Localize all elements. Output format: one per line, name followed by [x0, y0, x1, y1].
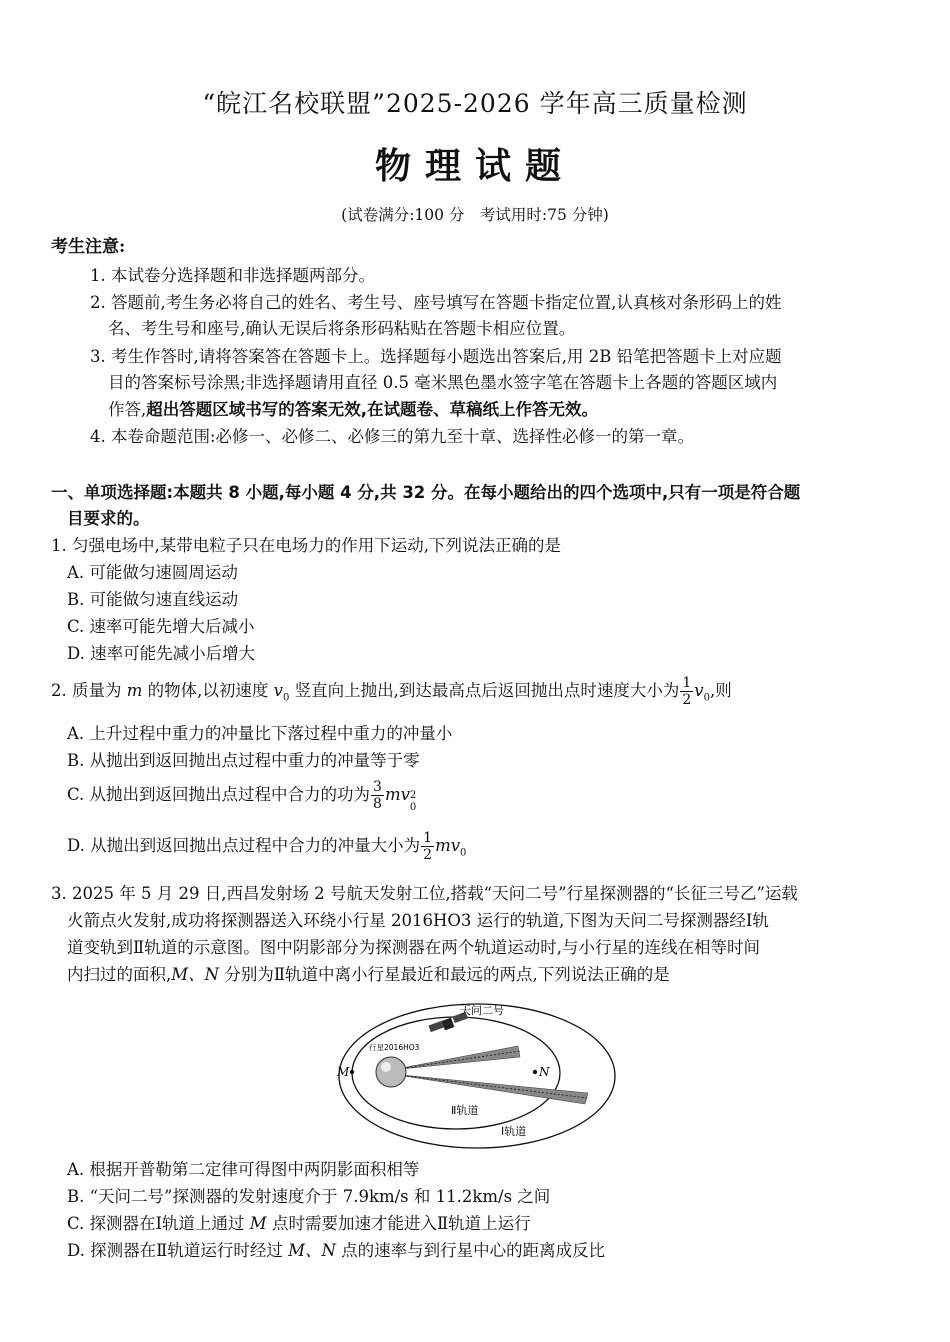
notice-line: 目的答案标号涂黑;非选择题请用直径 0.5 毫米黑色墨水签字笔在答题卡上各题的答题区域内 [108, 373, 778, 392]
label-m: M [337, 1065, 350, 1079]
q2-text: ,则 [709, 681, 732, 700]
fraction-half [680, 675, 693, 708]
frac-den: 2 [682, 692, 692, 708]
notice-line: 1. 本试卷分选择题和非选择题两部分。 [90, 266, 375, 285]
q2-option-d [67, 830, 466, 863]
q2c-expr: mv [384, 785, 410, 804]
question-3-line: 道变轨到Ⅱ轨道的示意图。图中阴影部分为探测器在两个轨道运动时,与小行星的连线在相等时间 [67, 938, 760, 957]
question-3-line: 3. 2025 年 5 月 29 日,西昌发射场 2 号航天发射工位,搭载“天问二号”行星探测器的“长征三号乙”运载 [51, 884, 798, 903]
q3c-text: 点时需要加速才能进入Ⅱ轨道上运行 [266, 1214, 531, 1233]
fraction-three-eighths [371, 779, 384, 812]
question-1-stem: 1. 匀强电场中,某带电粒子只在电场力的作用下运动,下列说法正确的是 [51, 536, 561, 555]
q2-text: 2. 质量为 [51, 681, 127, 700]
exam-header: “皖江名校联盟”2025-2026 学年高三质量检测 [202, 89, 748, 118]
q3-option-a: A. 根据开普勒第二定律可得图中两阴影面积相等 [67, 1160, 420, 1179]
q2-text: 的物体,以初速度 [142, 681, 274, 700]
section-heading: 一、单项选择题:本题共 8 小题,每小题 4 分,共 32 分。在每小题给出的四个选项中,只有一项是符合题 [51, 483, 801, 502]
section-heading-cont: 目要求的。 [67, 509, 150, 528]
q2-var-m: m [126, 681, 143, 700]
q2-option-a: A. 上升过程中重力的冲量比下落过程中重力的冲量小 [67, 724, 453, 743]
q2-option-b: B. 从抛出到返回抛出点过程中重力的冲量等于零 [67, 751, 420, 770]
q3-points: M、N [171, 965, 225, 984]
notice-line: 3. 考生作答时,请将答案答在答题卡上。选择题每小题选出答案后,用 2B 铅笔把答题卡上对应题 [90, 347, 782, 366]
fraction-half [421, 830, 434, 863]
frac-den: 2 [423, 847, 433, 863]
q3c-var: M [249, 1214, 267, 1233]
q2c-sub: 0 [409, 802, 417, 813]
q3d-text: D. 探测器在Ⅱ轨道运行时经过 [67, 1241, 289, 1260]
orbit-diagram [335, 1002, 620, 1150]
page-title: 物理试题 [374, 145, 575, 187]
q3-text: 分别为Ⅱ轨道中离小行星最近和最远的两点,下列说法正确的是 [224, 965, 670, 984]
q3d-text: 点的速率与到行星中心的距离成反比 [335, 1241, 606, 1260]
q1-option-c: C. 速率可能先增大后减小 [67, 617, 255, 636]
point-m [350, 1070, 354, 1074]
q2c-text: C. 从抛出到返回抛出点过程中合力的功为 [67, 785, 371, 804]
notice-line-part: 作答, [108, 400, 147, 419]
q2c-sup: 2 [409, 790, 417, 801]
question-2-stem [51, 675, 732, 708]
q3-option-d [67, 1237, 605, 1261]
q2d-text: D. 从抛出到返回抛出点过程中合力的冲量大小为 [67, 836, 421, 855]
q3c-text: C. 探测器在Ⅰ轨道上通过 [67, 1214, 250, 1233]
shaded-area-lower [391, 1074, 588, 1104]
q2-var-v: v [694, 681, 704, 700]
frac-num: 1 [682, 675, 692, 691]
q3-option-b: B. “天问二号”探测器的发射速度介于 7.9km/s 和 11.2km/s 之间 [67, 1187, 551, 1206]
orbit-2-label: Ⅱ轨道 [451, 1104, 479, 1117]
q2-option-c [67, 779, 418, 812]
q2-sub: 0 [703, 692, 710, 704]
q3-text: 内扫过的面积, [67, 965, 172, 984]
orbit-1-label: Ⅰ轨道 [501, 1125, 527, 1138]
asteroid-label: 行星2016HO3 [369, 1043, 420, 1052]
label-n: N [539, 1065, 550, 1079]
q3-option-c [67, 1210, 531, 1234]
q1-option-a: A. 可能做匀速圆周运动 [67, 563, 238, 582]
point-n [533, 1070, 537, 1074]
q1-option-d: D. 速率可能先减小后增大 [67, 644, 256, 663]
q2-sub: 0 [282, 692, 290, 704]
notice-heading: 考生注意: [51, 237, 126, 257]
asteroid-highlight [381, 1062, 391, 1072]
frac-num: 1 [423, 830, 433, 846]
probe-label: 天问二号 [460, 1004, 504, 1017]
q2d-expr: mv [435, 836, 461, 855]
notice-line: 名、考生号和座号,确认无误后将条形码粘贴在答题卡相应位置。 [108, 319, 576, 338]
q2-text: 竖直向上抛出,到达最高点后返回抛出点时速度大小为 [289, 681, 680, 700]
q1-option-b: B. 可能做匀速直线运动 [67, 590, 239, 609]
question-3-line: 火箭点火发射,成功将探测器送入环绕小行星 2016HO3 运行的轨道,下图为天问二号探测器经Ⅰ轨 [67, 911, 769, 930]
question-3-line [67, 961, 670, 985]
q2-var-v: v [273, 681, 283, 700]
frac-den: 8 [373, 796, 382, 812]
notice-line: 2. 答题前,考生务必将自己的姓名、考生号、座号填写在答题卡指定位置,认真核对条形码上的姓 [90, 293, 782, 312]
frac-num: 3 [373, 779, 382, 795]
asteroid [376, 1057, 406, 1087]
q3d-var: M、N [288, 1241, 336, 1260]
exam-subtitle: (试卷满分:100 分 考试用时:75 分钟) [341, 206, 609, 224]
notice-line: 4. 本卷命题范围:必修一、必修二、必修三的第九至十章、选择性必修一的第一章。 [90, 427, 695, 446]
q2d-sub: 0 [460, 847, 467, 859]
notice-emphasis: 超出答题区域书写的答案无效,在试题卷、草稿纸上作答无效。 [146, 400, 599, 419]
notice-line [108, 396, 598, 420]
